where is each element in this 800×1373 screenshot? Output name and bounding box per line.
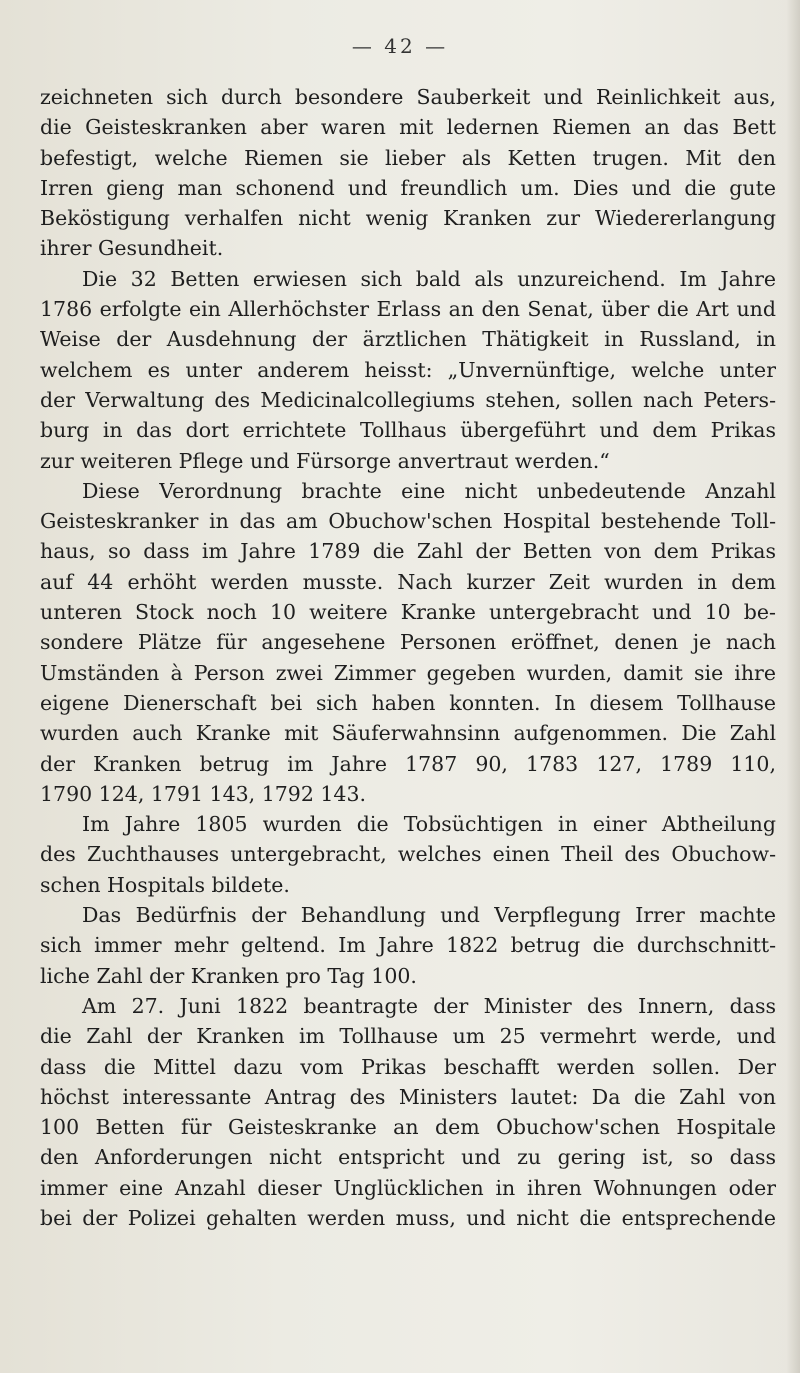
- text-line: Geisteskranker in das am Obuchow'schen Hospital bestehende Toll-: [40, 509, 776, 534]
- text-line: welchem es unter anderem heisst: „Unvernünftige, welche unter: [40, 357, 776, 382]
- text-line: befestigt, welche Riemen sie lieber als Ketten trugen. Mit den: [40, 145, 776, 170]
- text-line: bei der Polizei gehalten werden muss, und nicht die entsprechende: [40, 1205, 776, 1230]
- text-line: der Verwaltung des Medicinalcollegiums stehen, sollen nach Peters-: [40, 387, 776, 412]
- body-text: [40, 82, 776, 1233]
- text-line: die Geisteskranken aber waren mit ledernen Riemen an das Bett: [40, 115, 776, 140]
- text-line: ihrer Gesundheit.: [40, 236, 224, 261]
- text-line: Weise der Ausdehnung der ärztlichen Thätigkeit in Russland, in: [40, 327, 776, 352]
- text-line: zur weiteren Pflege und Fürsorge anvertraut werden.“: [40, 448, 610, 473]
- text-line: eigene Dienerschaft bei sich haben konnten. In diesem Tollhause: [40, 690, 776, 715]
- page-number: — 42 —: [351, 34, 449, 58]
- text-line: sich immer mehr geltend. Im Jahre 1822 betrug die durchschnitt-: [40, 933, 776, 958]
- text-line: sondere Plätze für angesehene Personen eröffnet, denen je nach: [40, 630, 776, 655]
- text-line: Beköstigung verhalfen nicht wenig Kranken zur Wiedererlangung: [40, 206, 776, 231]
- text-line: 1790 124, 1791 143, 1792 143.: [40, 781, 367, 806]
- text-line: 1786 erfolgte ein Allerhöchster Erlass an den Senat, über die Art und: [40, 297, 776, 322]
- text-line: schen Hospitals bildete.: [40, 872, 290, 897]
- paragraph-start-line: Die 32 Betten erwiesen sich bald als unzureichend. Im Jahre: [82, 266, 776, 291]
- paragraph-start-line: Diese Verordnung brachte eine nicht unbedeutende Anzahl: [82, 478, 776, 503]
- page-edge-shadow: [786, 0, 800, 1373]
- text-line: auf 44 erhöht werden musste. Nach kurzer Zeit wurden in dem: [40, 569, 776, 594]
- text-line: wurden auch Kranke mit Säuferwahnsinn aufgenommen. Die Zahl: [40, 721, 776, 746]
- paragraph-start-line: Am 27. Juni 1822 beantragte der Minister des Innern, dass: [82, 993, 776, 1018]
- text-line: haus, so dass im Jahre 1789 die Zahl der Betten von dem Prikas: [40, 539, 776, 564]
- paragraph-start-line: Im Jahre 1805 wurden die Tobsüchtigen in einer Abtheilung: [82, 812, 776, 837]
- text-line: des Zuchthauses untergebracht, welches einen Theil des Obuchow-: [40, 842, 776, 867]
- text-line: burg in das dort errichtete Tollhaus übergeführt und dem Prikas: [40, 418, 776, 443]
- text-line: höchst interessante Antrag des Ministers lautet: Da die Zahl von: [40, 1084, 776, 1109]
- paragraph-start-line: Das Bedürfnis der Behandlung und Verpflegung Irrer machte: [82, 903, 776, 928]
- text-line: die Zahl der Kranken im Tollhause um 25 vermehrt werde, und: [40, 1024, 776, 1049]
- text-line: unteren Stock noch 10 weitere Kranke untergebracht und 10 be-: [40, 600, 776, 625]
- text-line: immer eine Anzahl dieser Unglücklichen in ihren Wohnungen oder: [40, 1175, 776, 1200]
- text-line: dass die Mittel dazu vom Prikas beschafft werden sollen. Der: [40, 1054, 776, 1079]
- text-line: der Kranken betrug im Jahre 1787 90, 1783 127, 1789 110,: [40, 751, 776, 776]
- text-line: Irren gieng man schonend und freundlich um. Dies und die gute: [40, 175, 776, 200]
- text-line: 100 Betten für Geisteskranke an dem Obuchow'schen Hospitale: [40, 1115, 776, 1140]
- text-line: den Anforderungen nicht entspricht und zu gering ist, so dass: [40, 1145, 776, 1170]
- text-line: zeichneten sich durch besondere Sauberkeit und Reinlichkeit aus,: [40, 85, 776, 109]
- text-line: liche Zahl der Kranken pro Tag 100.: [40, 963, 417, 988]
- text-line: Umständen à Person zwei Zimmer gegeben wurden, damit sie ihre: [40, 660, 776, 685]
